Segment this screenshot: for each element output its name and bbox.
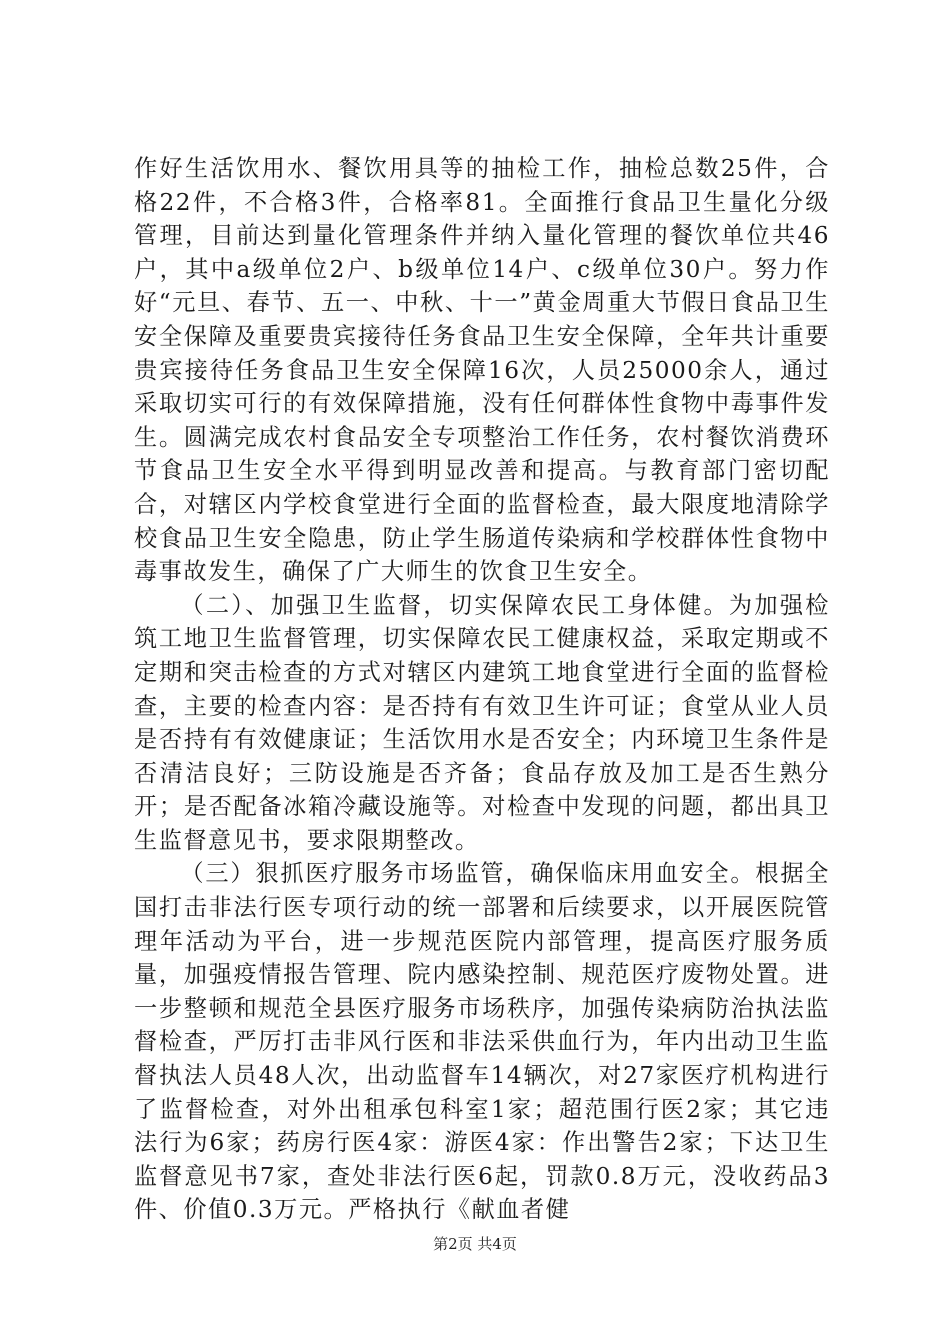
paragraph-medical-market-supervision: （三）狠抓医疗服务市场监管，确保临床用血安全。根据全国打击非法行医专项行动的统一部署和后续要求，以开展医院管理年活动为平台，进一步规范医院内部管理，提高医疗服务质量，加强疫情报告管理、院内感染控制、规范医疗废物处置。进一步整顿和规范全县医疗服务市场秩序，加强传染病防治执法监督检查，严厉打击非风行医和非法采供血行为，年内出动卫生监督执法人员48人次，出动监督车14辆次，对27家医疗机构进行了监督检查，对外出租承包科室1家；超范围行医2家；其它违法行为6家；药房行医4家：游医4家：作出警告2家；下达卫生监督意见书7家，查处非法行医6起，罚款0.8万元，没收药品3件、价值0.3万元。严格执行《献血者健 bbox=[134, 860, 830, 1224]
page-number-footer: 第2页 共4页 bbox=[433, 1235, 517, 1253]
document-body bbox=[134, 152, 830, 1227]
paragraph-food-safety: 作好生活饮用水、餐饮用具等的抽检工作，抽检总数25件，合格22件，不合格3件，合格率81。全面推行食品卫生量化分级管理，目前达到量化管理条件并纳入量化管理的餐饮单位共46户，其中a级单位2户、b级单位14户、c级单位30户。努力作好“元旦、春节、五一、中秋、十一”黄金周重大节假日食品卫生安全保障及重要贵宾接待任务食品卫生安全保障，全年共计重要贵宾接待任务食品卫生安全保障16次，人员25000余人，通过采取切实可行的有效保障措施，没有任何群体性食物中毒事件发生。圆满完成农村食品安全专项整治工作任务，农村餐饮消费环节食品卫生安全水平得到明显改善和提高。与教育部门密切配合，对辖区内学校食堂进行全面的监督检查，最大限度地清除学校食品卫生安全隐患，防止学生肠道传染病和学校群体性食物中毒事故发生，确保了广大师生的饮食卫生安全。 bbox=[134, 155, 830, 586]
paragraph-migrant-worker-health: （二）、加强卫生监督，切实保障农民工身体健。为加强检筑工地卫生监督管理，切实保障农民工健康权益，采取定期或不定期和突击检查的方式对辖区内建筑工地食堂进行全面的监督检查，主要的检查内容：是否持有有效卫生许可证；食堂从业人员是否持有有效健康证；生活饮用水是否安全；内环境卫生条件是否清洁良好；三防设施是否齐备；食品存放及加工是否生熟分开；是否配备冰箱冷藏设施等。对检查中发现的问题，都出具卫生监督意见书，要求限期整改。 bbox=[134, 591, 830, 854]
